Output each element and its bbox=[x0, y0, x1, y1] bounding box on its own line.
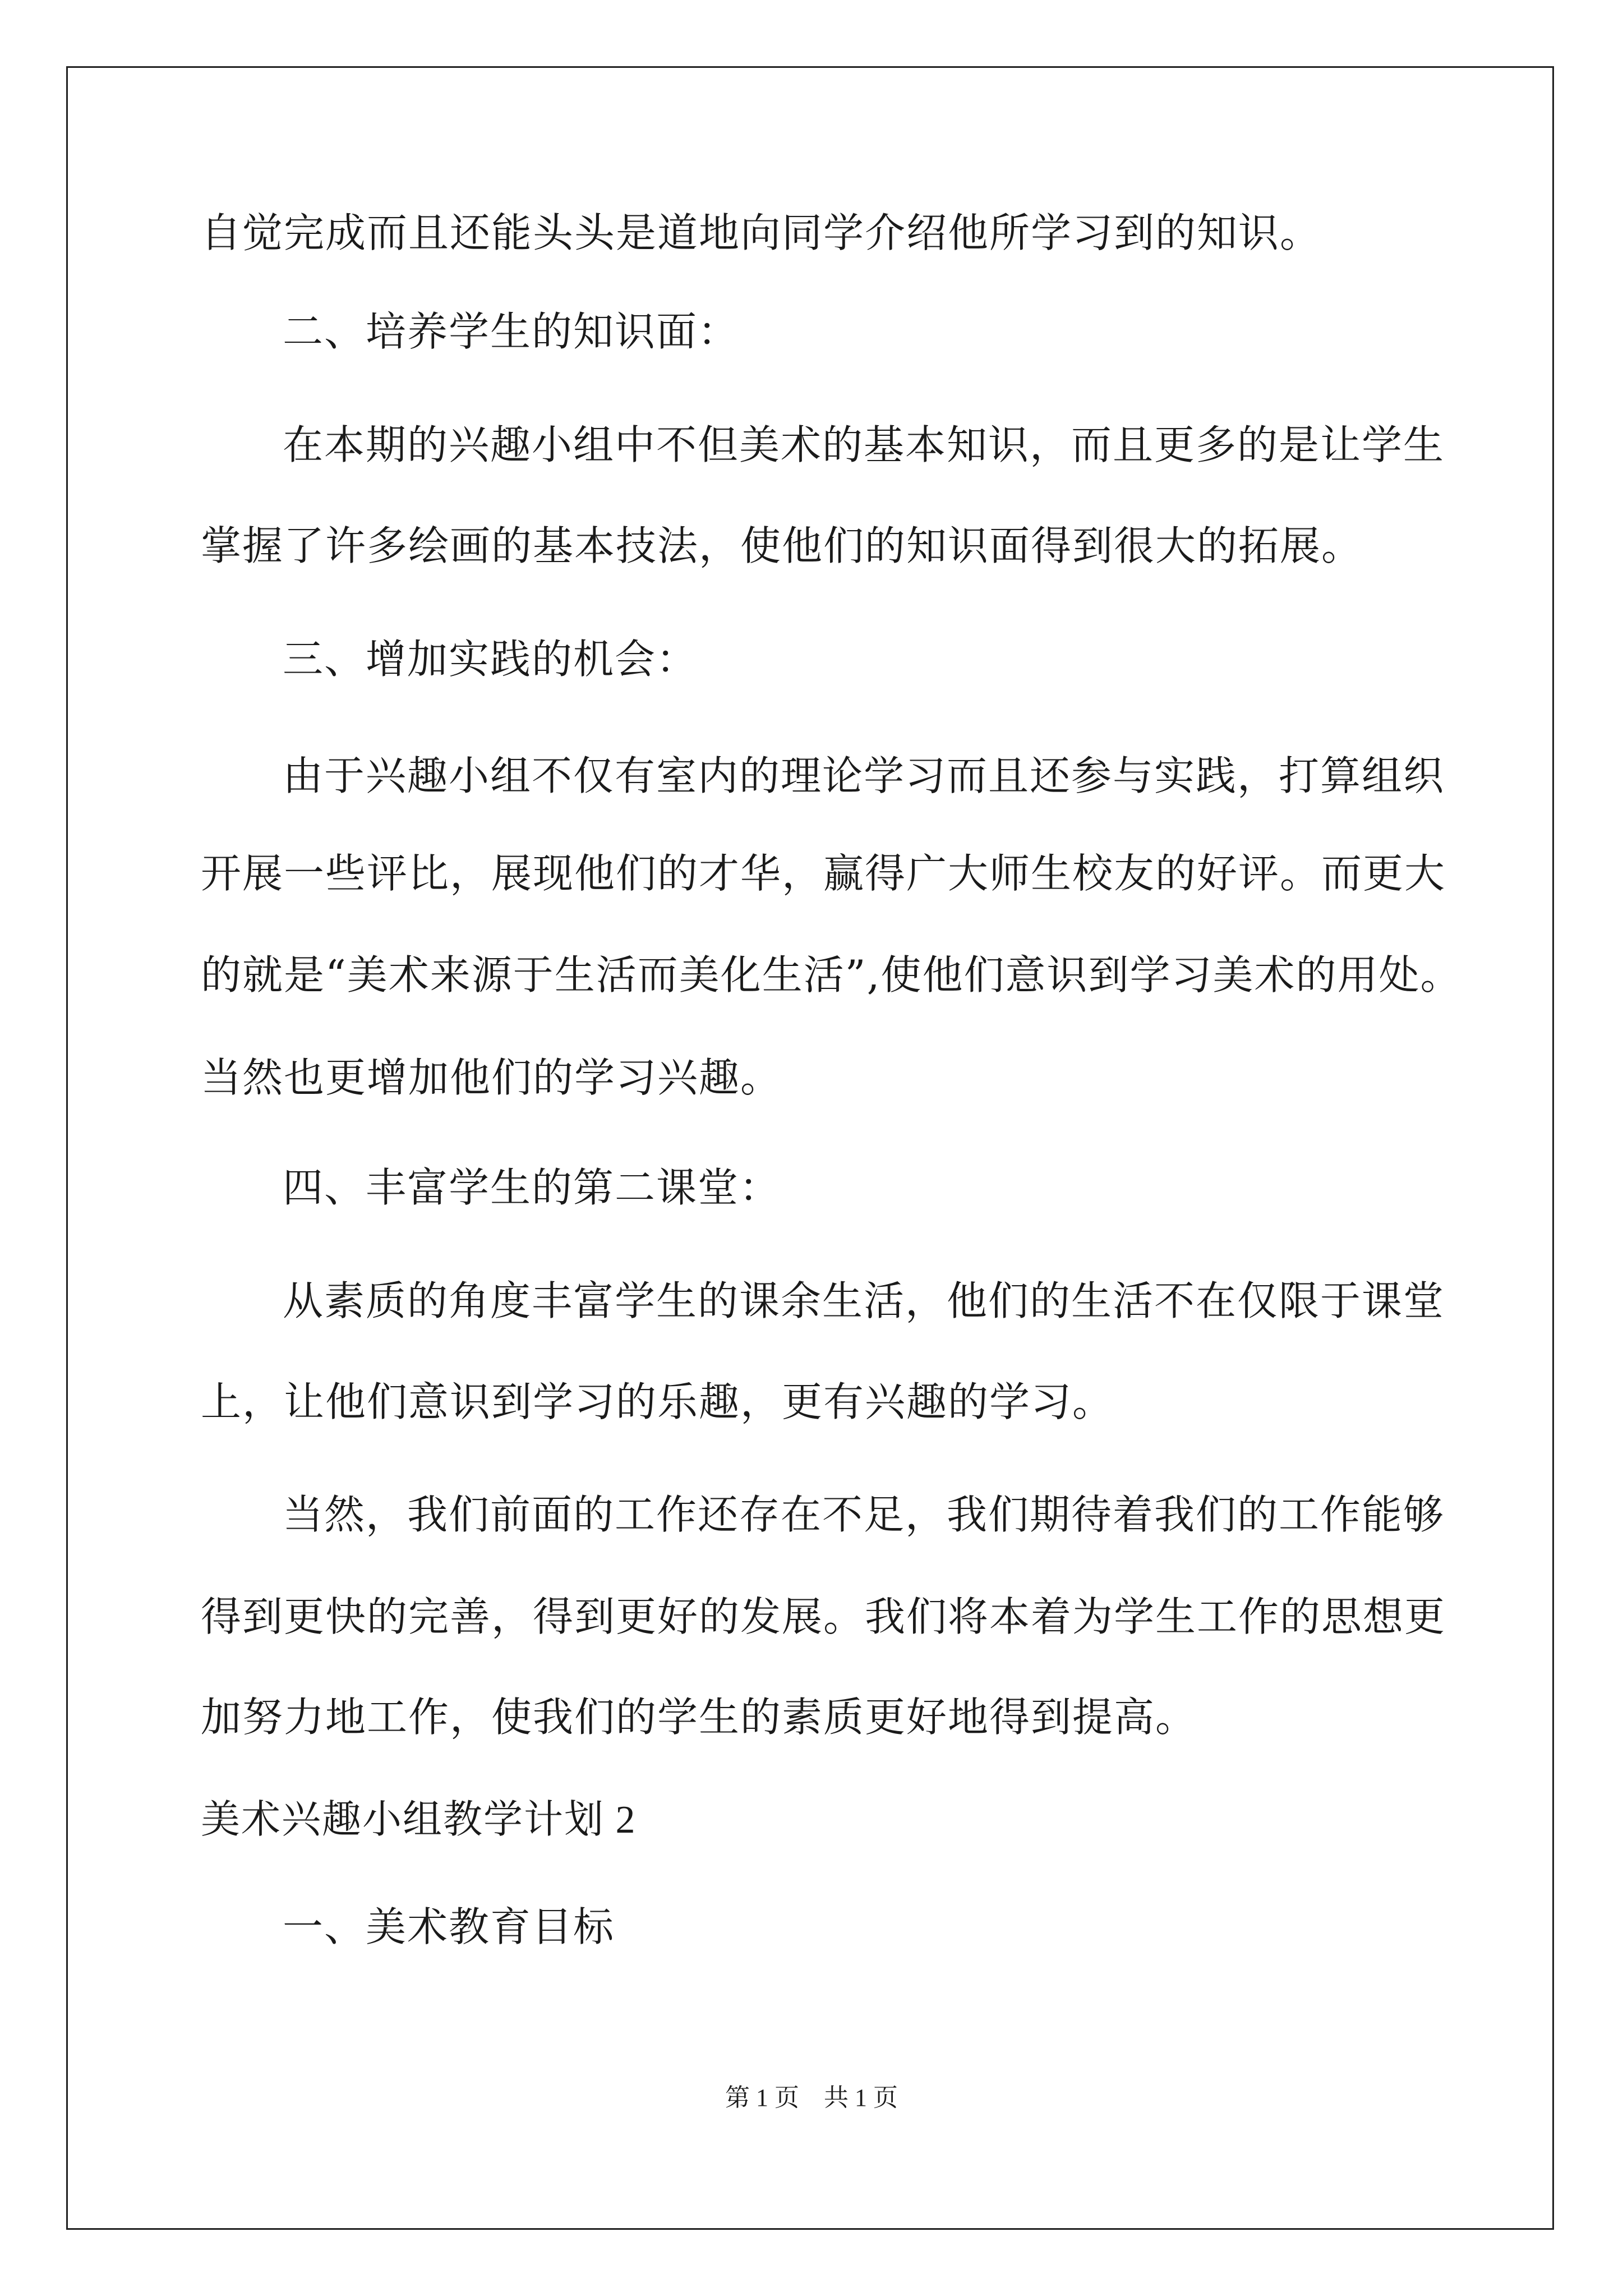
paragraph-line: 的就是“美术来源于生活而美化生活”,使他们意识到学习美术的用处。 bbox=[201, 951, 1462, 999]
paragraph-line: 当然也更增加他们的学习兴趣。 bbox=[201, 1054, 782, 1101]
paragraph-line: 开展一些评比，展现他们的才华，赢得广大师生校友的好评。而更大 bbox=[201, 850, 1446, 897]
paragraph-line: 加努力地工作，使我们的学生的素质更好地得到提高。 bbox=[201, 1694, 1197, 1741]
document-subtitle: 美术兴趣小组教学计划 2 bbox=[201, 1798, 637, 1842]
paragraph-line: 得到更快的完善，得到更好的发展。我们将本着为学生工作的思想更 bbox=[201, 1593, 1446, 1640]
paragraph-line: 在本期的兴趣小组中不但美术的基本知识，而且更多的是让学生 bbox=[283, 421, 1445, 468]
paragraph-line: 由于兴趣小组不仅有室内的理论学习而且还参与实践，打算组织 bbox=[283, 752, 1445, 799]
section-heading: 三、增加实践的机会： bbox=[283, 636, 698, 683]
paragraph-line: 从素质的角度丰富学生的课余生活，他们的生活不在仅限于课堂 bbox=[283, 1277, 1445, 1324]
paragraph-line: 自觉完成而且还能头头是道地向同学介绍他所学习到的知识。 bbox=[201, 209, 1322, 256]
section-heading: 一、美术教育目标 bbox=[283, 1903, 615, 1950]
section-heading: 四、丰富学生的第二课堂： bbox=[283, 1164, 781, 1211]
section-heading: 二、培养学生的知识面： bbox=[283, 308, 740, 355]
paragraph-line: 当然，我们前面的工作还存在不足，我们期待着我们的工作能够 bbox=[283, 1491, 1445, 1538]
page-footer bbox=[0, 2082, 1623, 2114]
paragraph-line: 上，让他们意识到学习的乐趣，更有兴趣的学习。 bbox=[201, 1378, 1114, 1425]
page-number: 第 1 页 bbox=[725, 2084, 799, 2111]
page-total: 共 1 页 bbox=[824, 2084, 898, 2111]
paragraph-line: 掌握了许多绘画的基本技法，使他们的知识面得到很大的拓展。 bbox=[201, 522, 1363, 569]
